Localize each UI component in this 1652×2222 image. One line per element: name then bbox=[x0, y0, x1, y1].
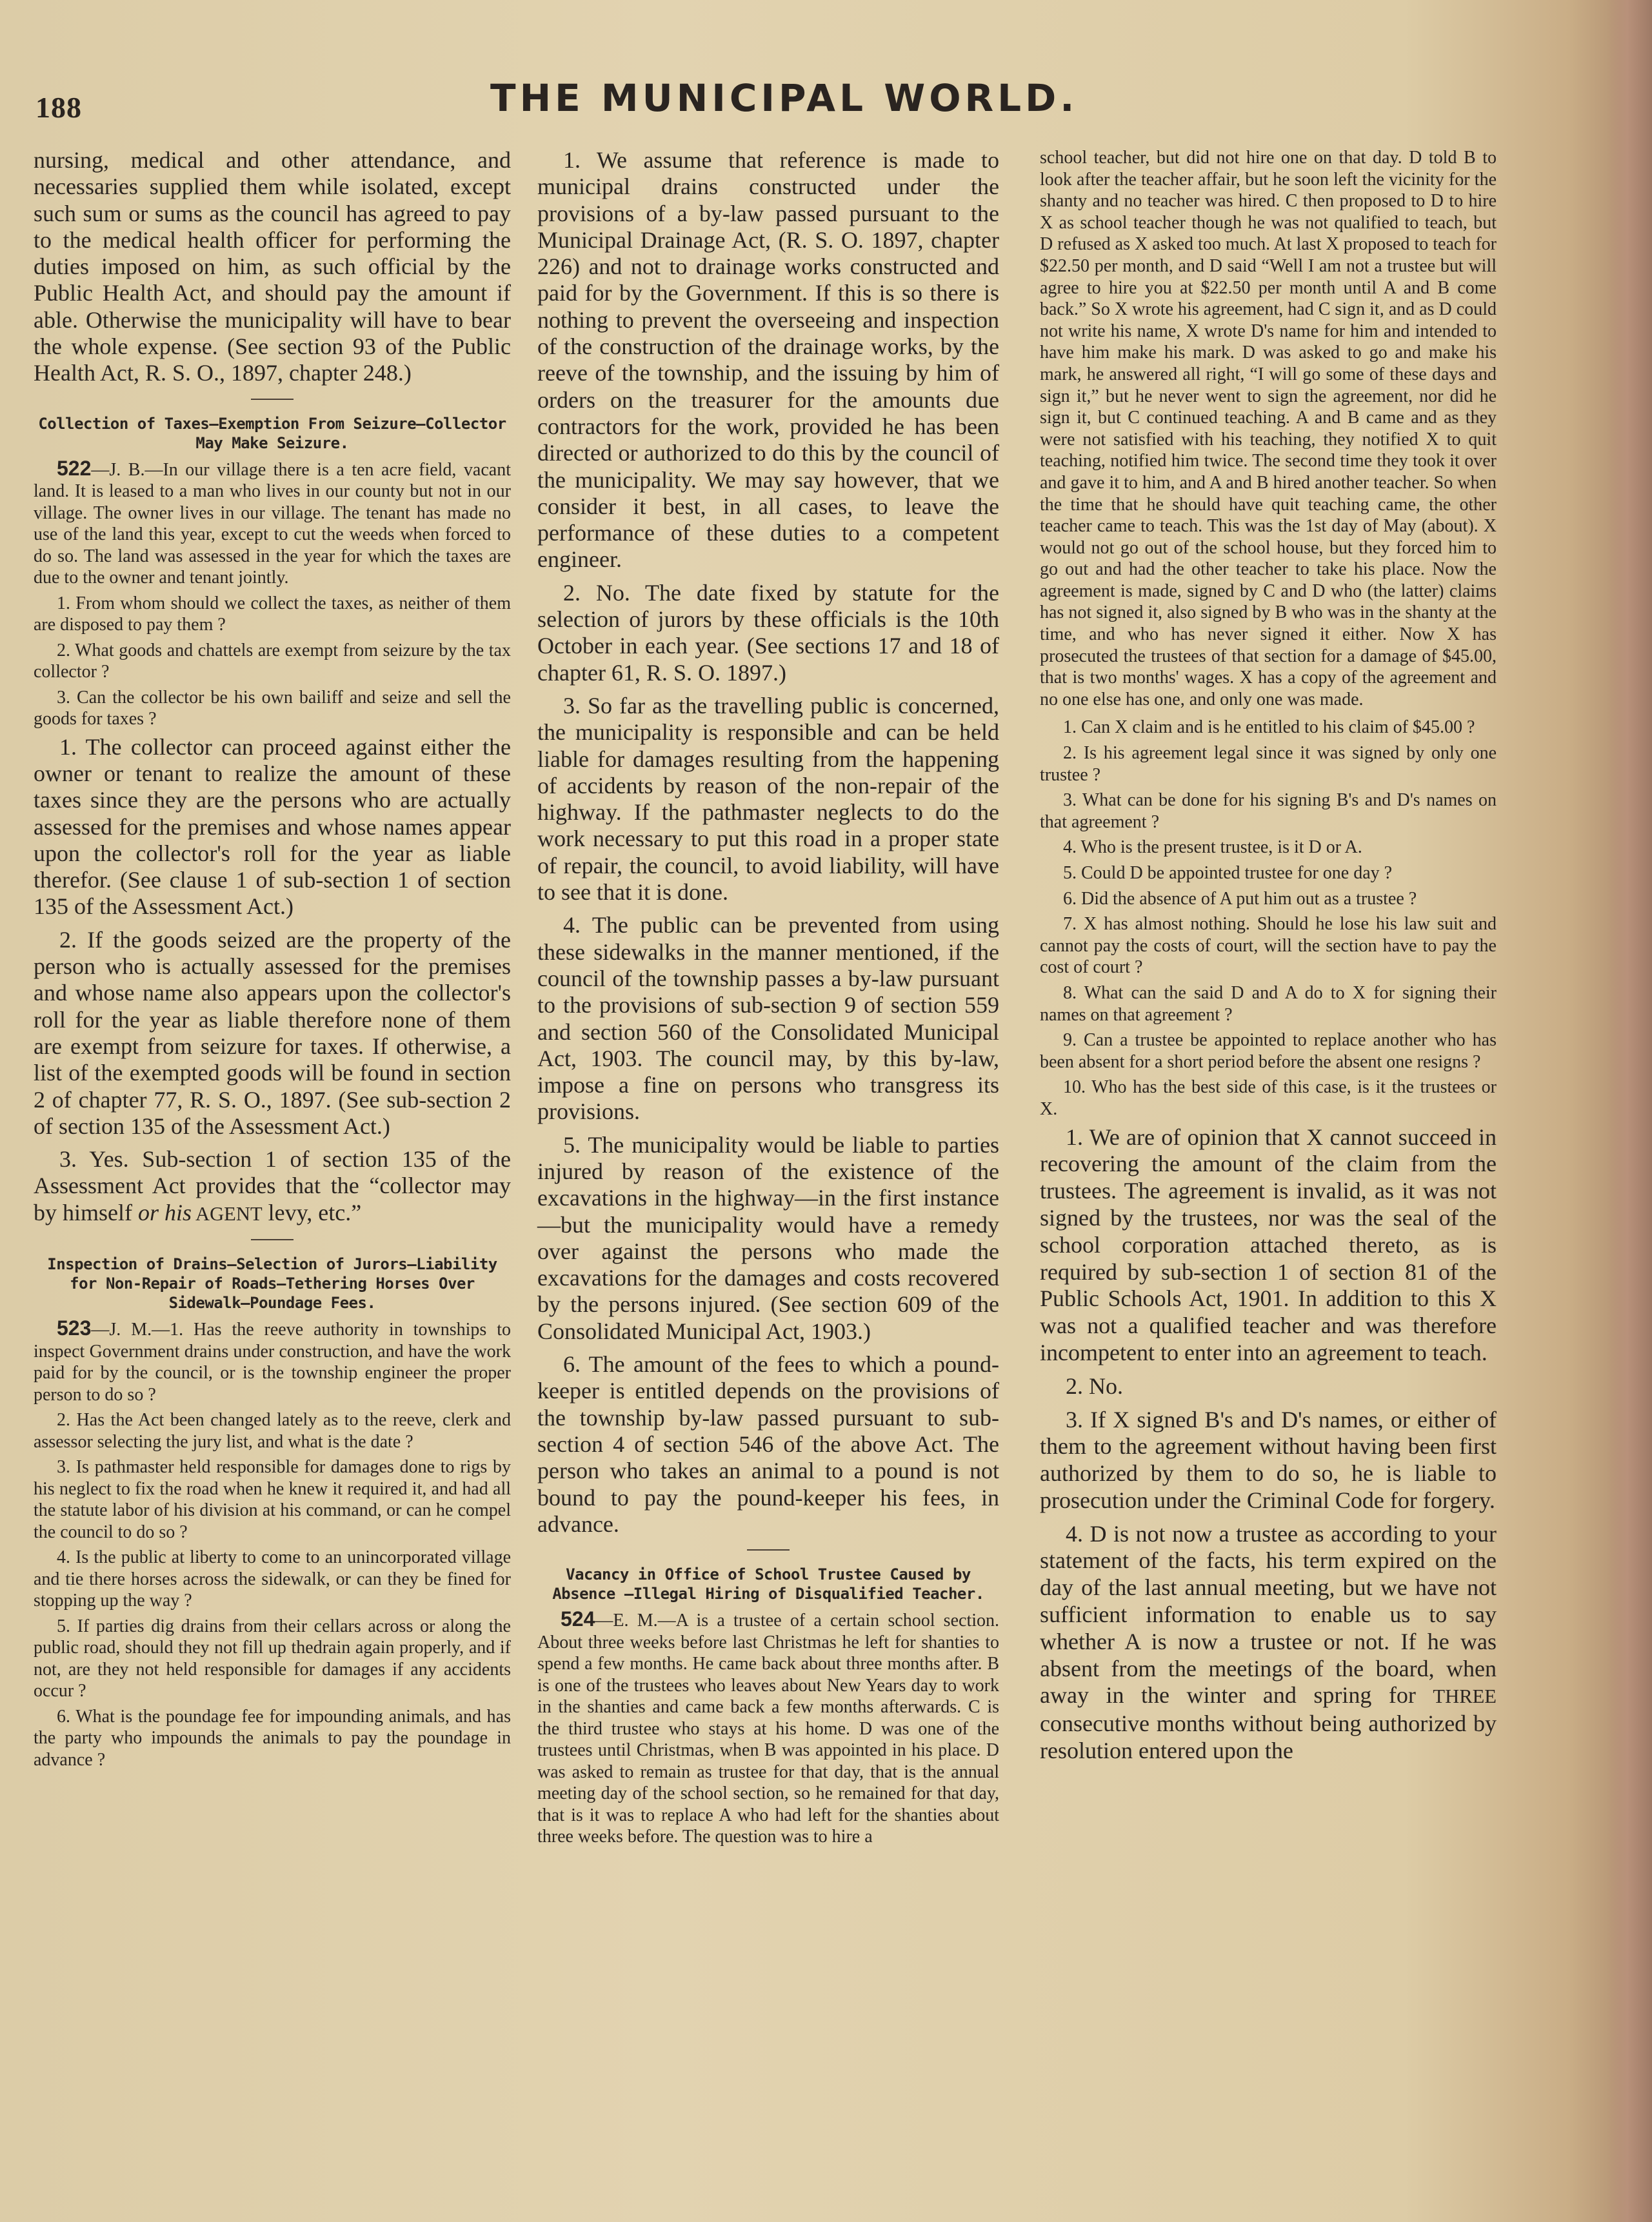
question-523-3: 3. Is pathmaster held responsible for damages done to rigs by his neglect to fix the road when he knew it required it, and had all the statute labor of his division at his command, or can he compel the council to do so ? bbox=[34, 1457, 511, 1542]
question-523-4: 4. Is the public at liberty to come to an unincorporated village and tie there horses across the sidewalk, or can they be fined for stopping up the way ? bbox=[34, 1547, 511, 1611]
question-524-continued: school teacher, but did not hire one on that day. D told B to look after the teacher affair, but he soon left the vicinity for the shanty and no teacher was hired. C then proposed to D to hire X as school teacher though he was not qualified to teach, but D refused as X asked too much. At last X proposed to teach for $22.50 per month, and D said “Well I am not a trustee but will agree to hire you at $22.50 per month until A and B come back.” So X wrote his agreement, had C sign it, and as D could not write his name, X wrote D's name for him and intended to have him make his mark. D was asked to go and make his mark, he answered all right, “I will go some of these days and sign it,” but he never went to sign the agreement, nor did he sign it, but C continued teaching. A and B came and as they were not satisfied with his teaching, they notified X to quit teaching, notified him twice. The second time they took it over and gave it to him, and A and B hired another teacher. So when the time that he should have quit teaching came, the other teacher came to teach. This was the 1st day of May (about). X would not go out of the school house, but they forced him to go out and had the other teacher to take his place. Now the agreement is made, signed by C and D who (the latter) claims has not signed it, also signed by B who was in the shanty at the time, and who has never signed it either. Now X has prosecuted the trustees of that section for a damage of $45.00, that is two months' wages. X has a copy of the agreement and no one else has one, and only one was made. bbox=[1040, 148, 1497, 709]
question-number-522: 522 bbox=[57, 456, 92, 480]
question-524-intro bbox=[537, 1609, 999, 1848]
question-524-5: 5. Could D be appointed trustee for one day ? bbox=[1063, 863, 1393, 883]
paragraph-intro: nursing, medical and other attendance, and necessaries supplied them while isolated, except such sum or sums as the council has agreed to pay to the medical health officer for performing the duties imposed on him, as such official by the Public Health Act, and should pay the amount if able. Otherwise the municipality will have to bear the whole expense. (See section 93 of the Public Health Act, R. S. O., 1897, chapter 248.) bbox=[34, 147, 511, 386]
question-524-3: 3. What can be done for his signing B's and D's names on that agreement ? bbox=[1040, 790, 1497, 832]
answer-523-5: 5. The municipality would be liable to parties injured by reason of the existence of the excavations in the highway—in the first instance—but the municipality would have a remedy over against the persons who made the excavations for the damages and costs recovered by the persons injured. (See section 609 of the Consolidated Municipal Act, 1903.) bbox=[537, 1131, 999, 1344]
column-2 bbox=[537, 147, 999, 1852]
question-524-4: 4. Who is the present trustee, is it D or A. bbox=[1063, 837, 1362, 858]
heading-522: Collection of Taxes—Exemption From Seizure—Collector May Make Seizure. bbox=[38, 414, 506, 452]
answer-524-3: 3. If X signed B's and D's names, or either of them to the agreement without having been first authorized by them to do so, he is liable to prosecution under the Criminal Code for forgery. bbox=[1040, 1406, 1497, 1513]
answer-523-2: 2. No. The date fixed by statute for the selection of jurors by these officials is the 10th October in each year. (See sections 17 and 18 of chapter 61, R. S. O. 1897.) bbox=[537, 579, 999, 686]
question-524-9: 9. Can a trustee be appointed to replace another who has been absent for a short period before the absent one resigns ? bbox=[1040, 1030, 1497, 1072]
answer-523-4: 4. The public can be prevented from using these sidewalks in the manner mentioned, if the council of the township passes a by-law pursuant to the provisions of sub-section 9 of section 559 and section 560 of the Consolidated Municipal Act, 1903. The council may, by this by-law, impose a fine on persons who transgress its provisions. bbox=[537, 912, 999, 1125]
section-divider bbox=[251, 1239, 294, 1240]
question-523-1 bbox=[34, 1318, 511, 1405]
question-number-524: 524 bbox=[561, 1607, 595, 1631]
question-524-10: 10. Who has the best side of this case, is it the trustees or X. bbox=[1040, 1077, 1497, 1119]
answer-524-2: 2. No. bbox=[1066, 1373, 1123, 1399]
section-divider bbox=[747, 1549, 790, 1551]
column-1 bbox=[34, 147, 511, 1774]
page-edge-shadow bbox=[1607, 0, 1652, 2222]
question-524-1: 1. Can X claim and is he entitled to his claim of $45.00 ? bbox=[1063, 717, 1475, 738]
question-522-text: —J. B.—In our village there is a ten acre field, vacant land. It is leased to a man who lives in our county but not in our village. The owner lives in our village. The tenant has made no use of the land this year, except to cut the weeds when forced to do so. The land was assessed in the year for which the taxes are due to the owner and tenant jointly. bbox=[34, 459, 511, 588]
masthead-title: THE MUNICIPAL WORLD. bbox=[490, 76, 1079, 120]
answer-522-1: 1. The collector can proceed against either the owner or tenant to realize the amount of these taxes since they are the persons who are actually assessed for the premises and whose names appear upon the collector's roll for the year as liable therefor. (See clause 1 of sub-section 1 of section 135 of the Assessment Act.) bbox=[34, 733, 511, 920]
answer-522-3 bbox=[34, 1146, 511, 1227]
answer-524-4-part3: consecutive months without being authorized by resolution entered upon the bbox=[1040, 1711, 1497, 1764]
answer-523-3: 3. So far as the travelling public is concerned, the municipality is responsible and can be held liable for damages resulting from the happening of accidents by reason of the non-repair of the highway. If the pathmaster neglects to do the work necessary to put this road in a proper state of repair, the council, to avoid liability, will have to see that it is done. bbox=[537, 692, 999, 906]
question-number-523: 523 bbox=[57, 1316, 92, 1340]
heading-524: Vacancy in Office of School Trustee Caused by Absence —Illegal Hiring of Disqualified Teacher. bbox=[552, 1565, 984, 1603]
answer-524-4-part1: 4. D is not now a trustee as according to your statement of the facts, his term expired on the day of the last annual meeting, but we have not sufficient information to enable us to say whether A is now a trustee or not. If he was absent from the meetings of the board, when away in the winter and spring for bbox=[1040, 1520, 1497, 1709]
question-523-1-text: —J. M.—1. Has the reeve authority in townships to inspect Government drains under construction, and have the work paid for by the council, or is the township engineer the proper person to do so ? bbox=[34, 1320, 511, 1405]
question-522-1: 1. From whom should we collect the taxes, as neither of them are disposed to pay them ? bbox=[34, 593, 511, 635]
question-524-7: 7. X has almost nothing. Should he lose his law suit and cannot pay the costs of court, will the section have to pay the cost of court ? bbox=[1040, 914, 1497, 978]
question-524-2: 2. Is his agreement legal since it was signed by only one trustee ? bbox=[1040, 743, 1497, 785]
question-523-2: 2. Has the Act been changed lately as to the reeve, clerk and assessor selecting the jury list, and what is the date ? bbox=[34, 1410, 511, 1452]
answer-523-6: 6. The amount of the fees to which a pound-keeper is entitled depends on the provisions of the township by-law passed pursuant to sub-section 4 of section 546 of the above Act. The person who takes an animal to a pound is not bound to pay the pound-keeper his fees, in advance. bbox=[537, 1351, 999, 1537]
answer-522-3-smallcaps: AGENT bbox=[192, 1202, 263, 1225]
answer-524-4 bbox=[1040, 1521, 1497, 1765]
answer-522-3-italic: or his bbox=[137, 1199, 192, 1225]
heading-523: Inspection of Drains—Selection of Jurors—Liability for Non-Repair of Roads—Tethering Horses Over Sidewalk—Poundage Fees. bbox=[47, 1255, 497, 1313]
question-522-intro bbox=[34, 458, 511, 589]
question-522-3: 3. Can the collector be his own bailiff and seize and sell the goods for taxes ? bbox=[34, 687, 511, 729]
question-524-6: 6. Did the absence of A put him out as a trustee ? bbox=[1063, 888, 1417, 909]
answer-522-3-part4: levy, etc.” bbox=[262, 1199, 362, 1225]
answer-522-3-part1: 3. Yes. Sub-section 1 of section 135 of the Assessment Act provides that the “collector may by himself bbox=[34, 1146, 511, 1225]
page-number: 188 bbox=[35, 91, 82, 124]
question-523-6: 6. What is the poundage fee for impounding animals, and has the party who impounds the animals to pay the poundage in advance ? bbox=[34, 1706, 511, 1770]
answer-524-1: 1. We are of opinion that X cannot succeed in recovering the amount of the claim from the trustees. The agreement is invalid, as it was not signed by the trustees, nor was the seal of the school corporation attached thereto, as is required by sub-section 1 of section 81 of the Public Schools Act, 1901. In addition to this X was not a qualified teacher and was therefore incompetent to enter into an agreement to teach. bbox=[1040, 1124, 1497, 1365]
answer-522-2: 2. If the goods seized are the property of the person who is actually assessed for the premises and whose name also appears upon the collector's roll for the year as liable therefore none of them are exempt from seizure for taxes. If otherwise, a list of the exempted goods will be found in section 2 of chapter 77, R. S. O., 1897. (See sub-section 2 of section 135 of the Assessment Act.) bbox=[34, 926, 511, 1139]
question-524-8: 8. What can the said D and A do to X for signing their names on that agreement ? bbox=[1040, 982, 1497, 1025]
answer-524-4-smallcaps: THREE bbox=[1433, 1685, 1497, 1708]
question-522-2: 2. What goods and chattels are exempt from seizure by the tax collector ? bbox=[34, 640, 511, 682]
answer-523-1: 1. We assume that reference is made to municipal drains constructed under the provisions of a by-law passed pursuant to the Municipal Drainage Act, (R. S. O. 1897, chapter 226) and not to drainage works constructed and paid for by the Government. If this is so there is nothing to prevent the overseeing and inspection of the construction of the drainage works, by the reeve of the township, and the issuing by him of orders on the treasurer for the amounts due contractors for the work, provided he has been directed or authorized to do this by the council of the municipality. We may say however, that we consider it best, in all cases, to leave the performance of these duties to a competent engineer. bbox=[537, 147, 999, 573]
question-523-5: 5. If parties dig drains from their cellars across or along the public road, should they not fill up thedrain again properly, and if not, are they not held responsible for damages if any accidents occur ? bbox=[34, 1616, 511, 1701]
section-divider bbox=[251, 399, 294, 400]
question-524-text: —E. M.—A is a trustee of a certain school section. About three weeks before last Christmas he left for shanties to spend a few months. He came back about three months after. B is one of the trustees who leaves about New Years day to work in the shanties and came back a few months afterwards. C is the third trustee who stays at his home. D was one of the trustees until Christmas, when B was appointed in his place. D was asked to remain as trustee for that day, that is the annual meeting day of the school section, so he remained for that day, that is it was to replace A who had left for the shanties about three weeks before. The question was to hire a bbox=[537, 1611, 999, 1847]
column-3 bbox=[1040, 147, 1497, 1771]
